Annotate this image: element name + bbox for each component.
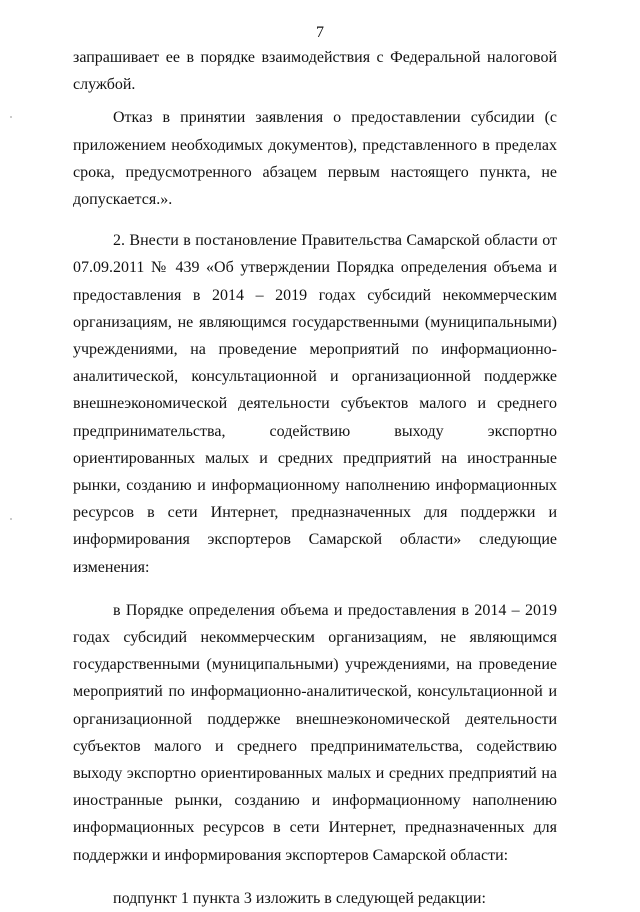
paragraph-procedure-reference: в Порядке определения объема и предоставления в 2014 – 2019 годах субсидий некоммерческим организациям, не являющимся государственными (муниципальными) учреждениями, на проведение мероприятий по информационно-аналитической, консультационной и организационной поддержке внешнеэкономической деятельности субъектов малого и среднего предпринимательства, содействию выходу экспортно ориентированных малых и средних предприятий на иностранные рынки, созданию и информационному наполнению информационных ресурсов в сети Интернет, предназначенных для поддержки и информирования экспортеров Самарской области: — [73, 601, 557, 864]
paragraph-continuation: запрашивает ее в порядке взаимодействия с Федеральной налоговой службой. — [73, 49, 557, 94]
paragraph-subitem-instruction: подпункт 1 пункта 3 изложить в следующей редакции: — [113, 889, 486, 907]
scan-mark — [10, 116, 12, 118]
document-body — [73, 44, 557, 912]
paragraph-refusal-clause: Отказ в принятии заявления о предоставлении субсидии (с приложением необходимых документов), представленного в пределах срока, предусмотренного абзацем первым настоящего пункта, не допускается.». — [73, 109, 557, 209]
page-number: 7 — [316, 24, 324, 41]
paragraph-amendment-item-2: 2. Внести в постановление Правительства Самарской области от 07.09.2011 № 439 «Об утверждении Порядка определения объема и предоставления в 2014 – 2019 годах субсидий некоммерческим организациям, не являющимся государственными (муниципальными) учреждениями, на проведение мероприятий по информационно-аналитической, консультационной и организационной поддержке внешнеэкономической деятельности субъектов малого и среднего предпринимательства, содействию выходу экспортно ориентированных малых и средних предприятий на иностранные рынки, созданию и информационному наполнению информационных ресурсов в сети Интернет, предназначенных для поддержки и информирования экспортеров Самарской области» следующие изменения: — [73, 232, 557, 576]
scan-mark — [10, 518, 12, 520]
